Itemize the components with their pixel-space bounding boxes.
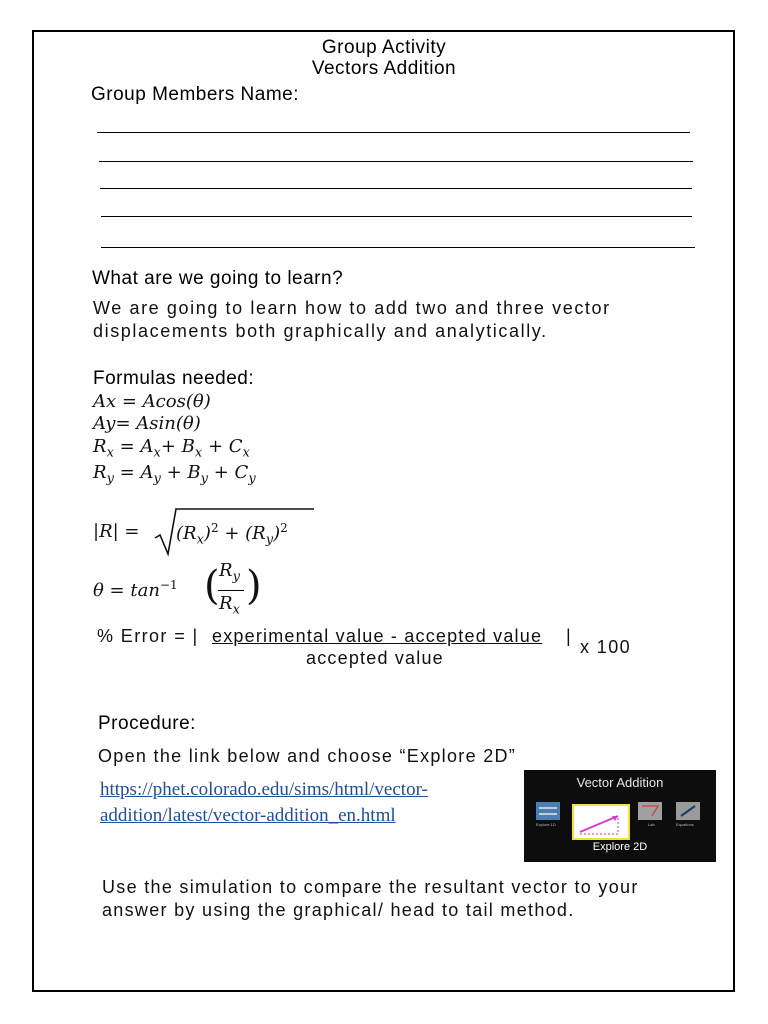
formula-magnitude-label: |R| = <box>93 521 140 542</box>
fraction-bar <box>218 590 244 591</box>
simulation-title: Vector Addition <box>576 775 664 790</box>
formula-ry: $R_y = A_y + B_y + C_y$ <box>93 462 256 487</box>
formulas-heading: Formulas needed: <box>93 368 255 389</box>
formula-ay: Ay= Asin(θ) <box>93 413 201 434</box>
equations-tile[interactable] <box>676 802 700 820</box>
lab-tile[interactable] <box>638 802 662 820</box>
formula-ax: Ax = Acos(θ) <box>93 391 211 412</box>
formula-theta-text: θ = tan <box>93 580 160 601</box>
learn-text-line1: We are going to learn how to add two and three vector <box>93 298 611 318</box>
procedure-heading: Procedure: <box>98 713 196 734</box>
percent-error-denominator: accepted value <box>306 648 444 668</box>
explore-1d-label: Explore 1D <box>536 822 556 827</box>
phet-link-line1[interactable]: https://phet.colorado.edu/sims/html/vector- <box>100 779 428 800</box>
final-instruction-line1: Use the simulation to compare the resultant vector to your <box>102 877 639 897</box>
percent-error-label: % Error = | <box>97 626 199 646</box>
percent-error-times: x 100 <box>580 637 632 657</box>
procedure-instruction: Open the link below and choose “Explore 2D” <box>98 746 517 766</box>
equations-vector-icon <box>676 802 700 820</box>
learn-heading: What are we going to learn? <box>92 268 344 289</box>
members-label: Group Members Name: <box>91 84 300 105</box>
formula-rx: $R_x = A_x+ B_x + C_x$ <box>93 436 250 461</box>
theta-denominator: $R_x$ <box>219 593 240 618</box>
member-name-line[interactable] <box>100 188 692 189</box>
explore-2d-label: Explore 2D <box>592 841 648 853</box>
paren-right: ) <box>246 563 262 609</box>
percent-error-numerator: experimental value - accepted value <box>212 626 543 646</box>
member-name-line[interactable] <box>97 132 690 133</box>
learn-text-line2: displacements both graphically and analytically. <box>93 321 548 341</box>
lab-label: Lab <box>648 822 655 827</box>
formula-magnitude-radicand: $(R_x)^2 + (R_y)^2$ <box>176 521 288 548</box>
phet-link-line2[interactable]: addition/latest/vector-addition_en.html <box>100 805 396 826</box>
percent-error-close-bar: | <box>566 626 573 646</box>
lab-vectors-icon <box>638 802 662 820</box>
equations-label: Equations <box>676 822 694 827</box>
activity-title: Group Activity <box>321 37 447 58</box>
paren-left: ( <box>204 563 220 609</box>
formula-theta: $\theta = \tan^{-1}$ <box>93 578 178 601</box>
explore-2d-tile[interactable] <box>572 804 630 840</box>
member-name-line[interactable] <box>99 161 693 162</box>
explore-1d-tile[interactable] <box>536 802 560 820</box>
explore-1d-arrows-icon <box>536 802 560 820</box>
member-name-line[interactable] <box>101 216 692 217</box>
explore-2d-vectors-icon <box>574 806 628 838</box>
theta-numerator: $R_y$ <box>219 560 240 585</box>
simulation-thumbnail[interactable] <box>524 770 716 862</box>
final-instruction-line2: answer by using the graphical/ head to tail method. <box>102 900 575 920</box>
activity-subtitle: Vectors Addition <box>311 58 457 79</box>
member-name-line[interactable] <box>101 247 695 248</box>
